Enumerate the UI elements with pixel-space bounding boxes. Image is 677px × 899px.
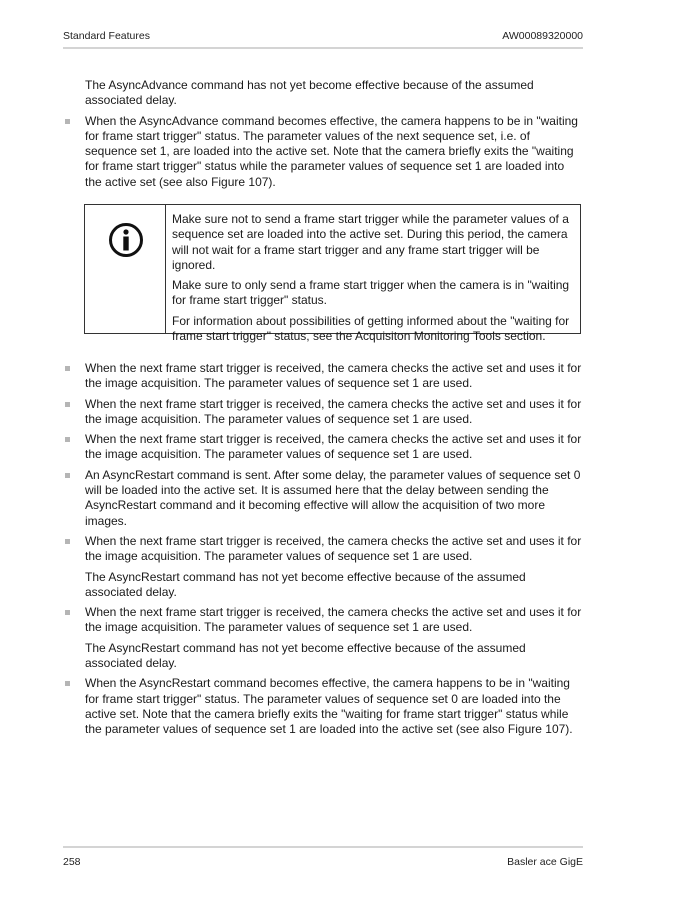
bullet-icon (65, 681, 70, 686)
list-item-text: When the AsyncRestart command becomes effective, the camera happens to be in "waiting for frame start trigger" status. The parameter values of sequence set 0 are loaded into the active set. Note that the camera briefly exits the "waiting for frame start trigger" status while the parameter values of sequence set 1 are loaded into the active set (see also Figure 107). (85, 676, 573, 737)
info-icon (108, 222, 144, 258)
note-paragraph: For information about possibilities of getting informed about the "waiting for frame start trigger" status, see the Acquisiton Monitoring Tools section. (172, 313, 570, 344)
top-content (63, 78, 583, 195)
page-number: 258 (63, 856, 81, 868)
info-note-box (84, 204, 581, 344)
list-item-subparagraph: The AsyncRestart command has not yet become effective because of the assumed associated delay. (85, 640, 526, 671)
header-divider (63, 47, 583, 49)
note-paragraph: Make sure not to send a frame start trigger while the parameter values of a sequence set are loaded into the active set. During this period, the camera will not wait for a frame start trigger and any frame start trigger will be ignored. (172, 212, 569, 272)
list-item-subparagraph: The AsyncRestart command has not yet become effective because of the assumed associated delay. (85, 569, 526, 599)
list-item (63, 605, 583, 671)
bullet-icon (65, 437, 70, 442)
bullet-icon (65, 610, 70, 615)
list-item (63, 432, 583, 463)
list-item (63, 534, 583, 600)
note-text (166, 205, 580, 344)
bullet-list (63, 361, 583, 743)
list-item-text: When the next frame start trigger is received, the camera checks the active set and uses it for the image acquisition. The parameter values of sequence set 1 are used. (85, 605, 582, 635)
bullet-icon (65, 119, 70, 124)
list-item-text: When the next frame start trigger is received, the camera checks the active set and uses it for the image acquisition. The parameter values of sequence set 1 are used. (85, 533, 582, 564)
bullet-icon (65, 539, 70, 544)
continuation-paragraph: The AsyncAdvance command has not yet become effective because of the assumed associated delay. (85, 78, 534, 108)
list-item (63, 114, 583, 190)
footer-product-name: Basler ace GigE (507, 856, 583, 868)
list-item (63, 397, 583, 428)
list-item (63, 361, 583, 392)
list-item (63, 676, 583, 737)
header-section-title: Standard Features (63, 30, 150, 42)
bullet-icon (65, 366, 70, 371)
list-item (63, 468, 583, 529)
page-footer (63, 856, 583, 872)
page-header (63, 30, 583, 46)
note-icon-cell (85, 205, 166, 333)
list-item-text: An AsyncRestart command is sent. After some delay, the parameter values of sequence set 0 will be loaded into the active set. It is assumed here that the delay between sending the AsyncRestart command and it becoming effective will allow the acquisition of two more images. (85, 467, 581, 528)
bullet-icon (65, 473, 70, 478)
list-item-text: When the next frame start trigger is received, the camera checks the active set and uses it for the image acquisition. The parameter values of sequence set 1 are used. (85, 361, 582, 391)
list-item-text: When the next frame start trigger is received, the camera checks the active set and uses it for the image acquisition. The parameter values of sequence set 1 are used. (85, 396, 582, 426)
header-doc-id: AW00089320000 (502, 30, 583, 42)
footer-divider (63, 846, 583, 848)
note-paragraph: Make sure to only send a frame start trigger when the camera is in "waiting for frame start trigger" status. (172, 278, 570, 308)
list-item-text: When the next frame start trigger is received, the camera checks the active set and uses it for the image acquisition. The parameter values of sequence set 1 are used. (85, 432, 582, 462)
list-item-text: When the AsyncAdvance command becomes effective, the camera happens to be in "waiting for frame start trigger" status. The parameter values of the next sequence set, i.e. of sequence set 1, are loaded into the active set. Note that the camera briefly exits the "waiting for frame start trigger" status while the parameter values of sequence set 1 are loaded into the active set (see also Figure 107). (85, 113, 578, 189)
bullet-icon (65, 402, 70, 407)
